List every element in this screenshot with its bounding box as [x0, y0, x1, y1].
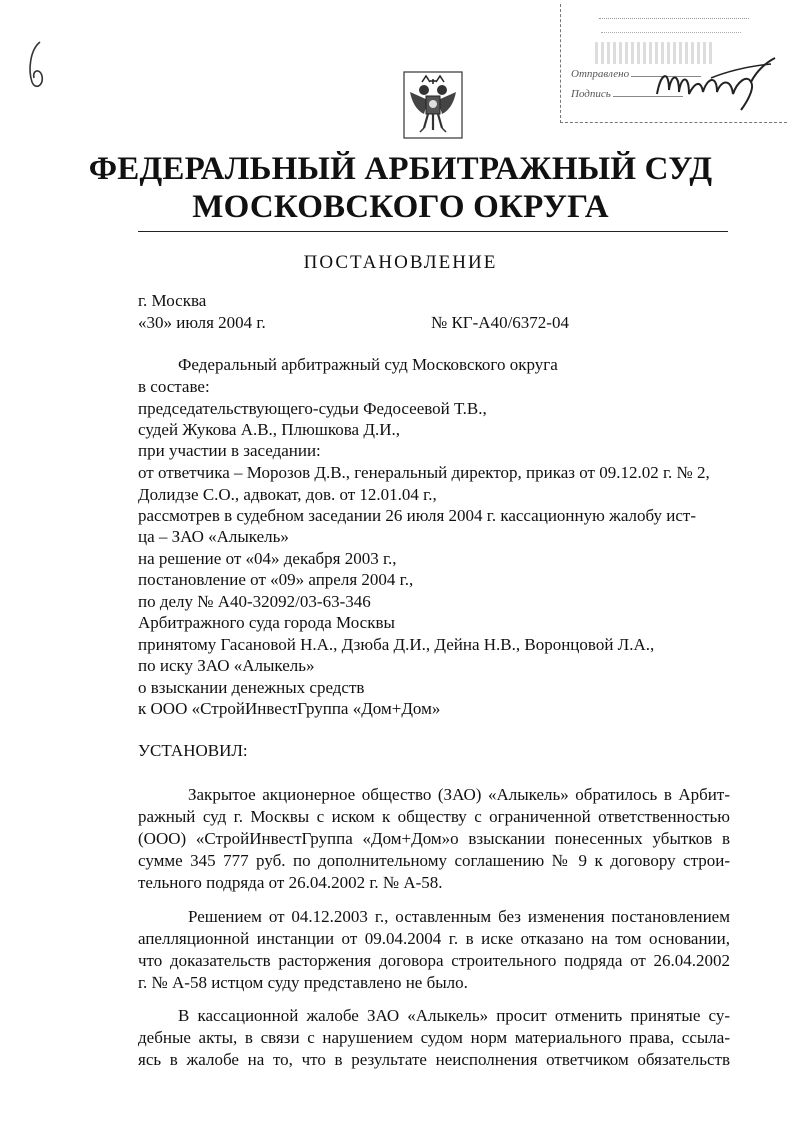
header-line: о взыскании денежных средств [138, 678, 365, 697]
body-paragraph [138, 906, 730, 994]
stamp-field-signature: Подпись [571, 88, 683, 100]
header-line: от ответчика – Морозов Д.В., генеральный директор, приказ от 09.12.02 г. № 2, [138, 463, 710, 482]
body-paragraph [138, 1005, 730, 1071]
header-line: рассмотрев в судебном заседании 26 июля 2004 г. кассационную жалобу ист- [138, 506, 696, 525]
header-line: Федеральный арбитражный суд Московского округа [178, 355, 558, 374]
document-date: «30» июля 2004 г. [138, 313, 266, 332]
paragraph-line: что доказательств расторжения договора строительного подряда от 26.04.2002 [138, 951, 730, 970]
paragraph-line: В кассационной жалобе ЗАО «Алыкель» просит отменить принятые су- [178, 1006, 730, 1025]
title-divider [138, 231, 728, 232]
handwritten-signature [651, 52, 781, 112]
header-line: председательствующего-судьи Федосеевой Т.В., [138, 399, 487, 418]
paragraph-line: г. № А-58 истцом суду представлено не было. [138, 973, 468, 992]
header-line: к ООО «СтройИнвестГруппа «Дом+Дом» [138, 699, 441, 718]
case-number: № КГ-А40/6372-04 [431, 313, 569, 332]
stamp-field-sent: Отправлено [571, 68, 701, 80]
header-line: ца – ЗАО «Алыкель» [138, 527, 289, 546]
header-line: на решение от «04» декабря 2003 г., [138, 549, 397, 568]
paragraph-line: ясь в жалобе на то, что в результате неисполнения ответчиком обязательств [138, 1050, 730, 1069]
header-line: в составе: [138, 377, 210, 396]
body-paragraph [138, 784, 730, 894]
court-name-line2: МОСКОВСКОГО ОКРУГА [192, 189, 609, 225]
document-type: ПОСТАНОВЛЕНИЕ [303, 252, 498, 273]
handwritten-margin-mark [26, 40, 48, 92]
established-heading: УСТАНОВИЛ: [138, 741, 248, 760]
document-city: г. Москва [138, 291, 207, 310]
header-line: по иску ЗАО «Алыкель» [138, 656, 315, 675]
header-line: судей Жукова А.В., Плюшкова Д.И., [138, 420, 400, 439]
header-line: по делу № А40-32092/03-63-346 [138, 592, 371, 611]
paragraph-line: ражный суд г. Москвы с иском к обществу с ограниченной ответственностью [138, 807, 730, 826]
coat-of-arms-emblem [402, 70, 464, 140]
court-name-line1: ФЕДЕРАЛЬНЫЙ АРБИТРАЖНЫЙ СУД [88, 151, 713, 187]
header-line: Арбитражного суда города Москвы [138, 613, 395, 632]
registration-stamp [560, 4, 787, 123]
paragraph-line: Решением от 04.12.2003 г., оставленным без изменения постановлением [188, 907, 730, 926]
header-line: постановление от «09» апреля 2004 г., [138, 570, 414, 589]
paragraph-line: (ООО) «СтройИнвестГруппа «Дом+Дом»о взыскании понесенных убытков в [138, 829, 730, 848]
paragraph-line: Закрытое акционерное общество (ЗАО) «Алыкель» обратилось в Арбит- [188, 785, 730, 804]
paragraph-line: апелляционной инстанции от 09.04.2004 г. в иске отказано на том основании, [138, 929, 730, 948]
paragraph-line: дебные акты, в связи с нарушением судом норм материального права, ссыла- [138, 1028, 730, 1047]
paragraph-line: сумме 345 777 руб. по дополнительному соглашению № 9 к договору строи- [138, 851, 730, 870]
header-line: при участии в заседании: [138, 441, 321, 460]
header-line: Долидзе С.О., адвокат, дов. от 12.01.04 г., [138, 485, 437, 504]
paragraph-line: тельного подряда от 26.04.2002 г. № А-58. [138, 873, 443, 892]
header-line: принятому Гасановой Н.А., Дзюба Д.И., Дейна Н.В., Воронцовой Л.А., [138, 635, 655, 654]
